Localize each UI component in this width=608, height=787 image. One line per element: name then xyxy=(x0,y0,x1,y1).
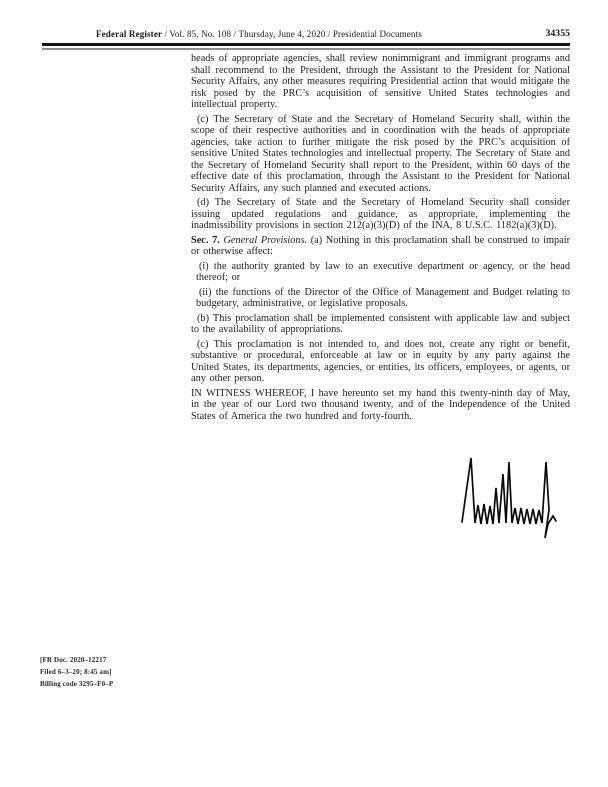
text-run: (b) This proclamation shall be implemented consistent with applicable law and subject to the availability of appropriations. xyxy=(191,312,570,335)
text-run: IN WITNESS WHEREOF, I have hereunto set my hand this twenty-ninth day of May, in the year of our Lord two thousand twenty, and of the Independence of the United States of America the two hundred and forty-fourth. xyxy=(191,387,570,422)
paragraph xyxy=(191,235,570,258)
text-run: (c) This proclamation is not intended to, and does not, create any right or benefit, substantive or procedural, enforceable at law or in equity by any party against the United States, its departments, agencies, or entities, its officers, employees, or agents, or any other person. xyxy=(191,338,570,384)
paragraph xyxy=(196,261,570,284)
fr-doc-number-line: [FR Doc. 2020–12217 xyxy=(40,656,107,664)
filing-notes xyxy=(40,654,113,690)
header-rule-primary xyxy=(42,43,570,46)
signature-icon xyxy=(450,452,570,542)
paragraph xyxy=(191,339,570,385)
paragraph xyxy=(191,114,570,195)
paragraph xyxy=(191,197,570,232)
text-run: (d) The Secretary of State and the Secretary of Homeland Security shall consider issuing updated regulations and guidance, as appropriate, implementing the inadmissibility provisions in section 212(a)(3)(D) of the INA, 8 U.S.C. 1182(a)(3)(D). xyxy=(191,197,570,231)
document-body xyxy=(191,53,570,425)
paragraph xyxy=(191,388,570,423)
filed-date-line: Filed 6–3–20; 8:45 am] xyxy=(40,668,112,676)
paragraph xyxy=(191,53,570,111)
text-run: General Provisions. xyxy=(223,234,311,246)
text-run: heads of appropriate agencies, shall review nonimmigrant and immigrant programs and shall recommend to the President, through the Assistant to the President for National Security Affairs, any other measures requiring Presidential action that would mitigate the risk posed by the PRC’s acquisition of sensitive United States technologies and intellectual property. xyxy=(191,53,570,110)
text-run: (ii) the functions of the Director of the Office of Management and Budget relating to budgetary, administrative, or legislative proposals. xyxy=(196,286,570,309)
billing-code-line: Billing code 3295–F0–P xyxy=(40,680,114,688)
page-number: 34355 xyxy=(545,28,570,39)
paragraph xyxy=(191,313,570,336)
text-run: (i) the authority granted by law to an executive department or agency, or the head thereof; or xyxy=(196,260,570,283)
presidential-signature xyxy=(450,452,570,542)
text-run: Sec. 7. xyxy=(191,234,224,246)
text-run: (a) Nothing in this proclamation shall be construed to impair or otherwise affect: xyxy=(191,234,570,257)
paragraph xyxy=(196,287,570,310)
running-head xyxy=(96,29,422,39)
header-rule-secondary xyxy=(42,48,570,50)
text-run: (c) The Secretary of State and the Secretary of Homeland Security shall, within the scope of their respective authorities and in coordination with the heads of appropriate agencies, take action to further mitigate the risk posed by the PRC’s acquisition of sensitive United States technologies and intellectual property. The Secretary of State and the Secretary of Homeland Security shall report to the President, within 60 days of the effective date of this proclamation, through the Assistant to the President for National Security Affairs, any such planned and executed actions. xyxy=(191,113,570,194)
issue-info: / Vol. 85, No. 108 / Thursday, June 4, 2020 / Presidential Documents xyxy=(162,29,422,39)
journal-title: Federal Register xyxy=(96,29,163,39)
